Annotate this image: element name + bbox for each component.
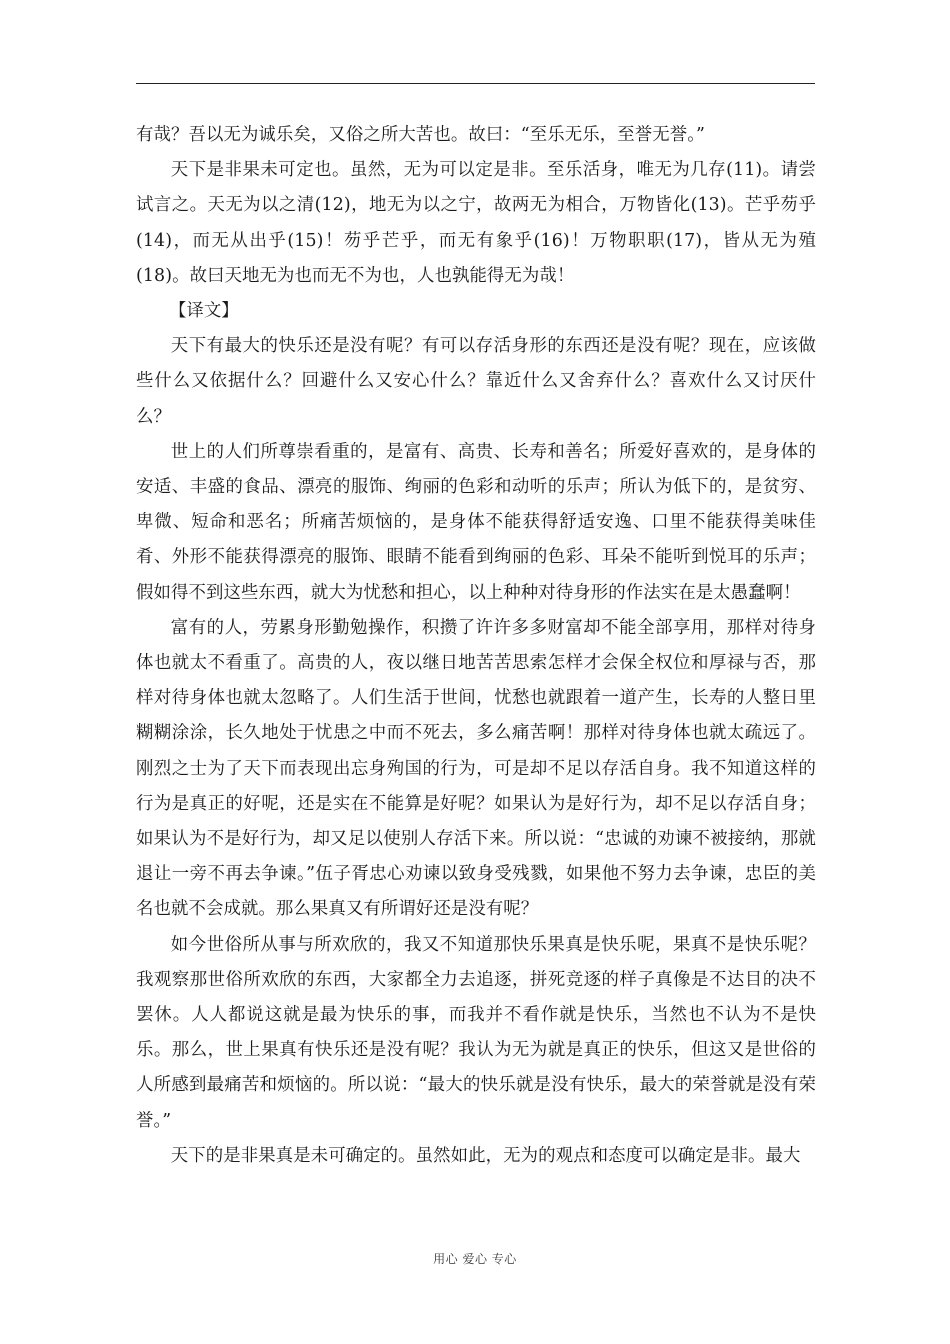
paragraph-translation-4: 如今世俗所从事与所欢欣的，我又不知道那快乐果真是快乐呢，果真不是快乐呢？我观察那世俗所欢欣的东西，大家都全力去追逐，拼死竞逐的样子真像是不达目的决不罢休。人人都说这就是最为快乐的事，而我并不看作就是快乐，当然也不认为不是快乐。那么，世上果真有快乐还是没有呢？我认为无为就是真正的快乐，但这又是世俗的人所感到最痛苦和烦恼的。所以说：“最大的快乐就是没有快乐，最大的荣誉就是没有荣誉。”: [136, 934, 816, 1131]
paragraph-translation-2: 世上的人们所尊崇看重的，是富有、高贵、长寿和善名；所爱好喜欢的，是身体的安适、丰盛的食品、漂亮的服饰、绚丽的色彩和动听的乐声；所认为低下的，是贫穷、卑微、短命和恶名；所痛苦烦恼的，是身体不能获得舒适安逸、口里不能获得美味佳肴、外形不能获得漂亮的服饰、眼睛不能看到绚丽的色彩、耳朵不能听到悦耳的乐声；假如得不到这些东西，就大为忧愁和担心，以上种种对待身形的作法实在是太愚蠢啊！: [136, 441, 816, 603]
header-rule: [136, 83, 815, 84]
paragraph-translation-5: 天下的是非果真是未可确定的。虽然如此，无为的观点和态度可以确定是非。最大: [170, 1145, 801, 1166]
paragraph-original: 天下是非果未可定也。虽然，无为可以定是非。至乐活身，唯无为几存(11)。请尝试言之。天无为以之清(12)，地无为以之宁，故两无为相合，万物皆化(13)。芒乎芴乎(14)，而无从出乎(15)！芴乎芒乎，而无有象乎(16)！万物职职(17)，皆从无为殖(18)。故曰天地无为也而无不为也，人也孰能得无为哉！: [136, 160, 816, 286]
section-heading-translation: 【译文】: [169, 301, 239, 322]
paragraph-original-continued: 有哉？吾以无为诚乐矣，又俗之所大苦也。故曰：“至乐无乐，至誉无誉。”: [136, 125, 705, 145]
page-body: [136, 118, 816, 1174]
paragraph-translation-1: 天下有最大的快乐还是没有呢？有可以存活身形的东西还是没有呢？现在，应该做些什么又依据什么？回避什么又安心什么？靠近什么又舍弃什么？喜欢什么又讨厌什么？: [136, 336, 816, 427]
page-footer: 用心 爱心 专心: [433, 1252, 517, 1266]
paragraph-translation-3: 富有的人，劳累身形勤勉操作，积攒了许许多多财富却不能全部享用，那样对待身体也就太不看重了。高贵的人，夜以继日地苦苦思索怎样才会保全权位和厚禄与否，那样对待身体也就太忽略了。人们生活于世间，忧愁也就跟着一道产生，长寿的人整日里糊糊涂涂，长久地处于忧患之中而不死去，多么痛苦啊！那样对待身体也就太疏远了。刚烈之士为了天下而表现出忘身殉国的行为，可是却不足以存活自身。我不知道这样的行为是真正的好呢，还是实在不能算是好呢？如果认为是好行为，却不足以存活自身；如果认为不是好行为，却又足以使别人存活下来。所以说：“忠诚的劝谏不被接纳，那就退让一旁不再去争谏。”伍子胥忠心劝谏以致身受残戮，如果他不努力去争谏，忠臣的美名也就不会成就。那么果真又有所谓好还是没有呢？: [136, 617, 816, 920]
